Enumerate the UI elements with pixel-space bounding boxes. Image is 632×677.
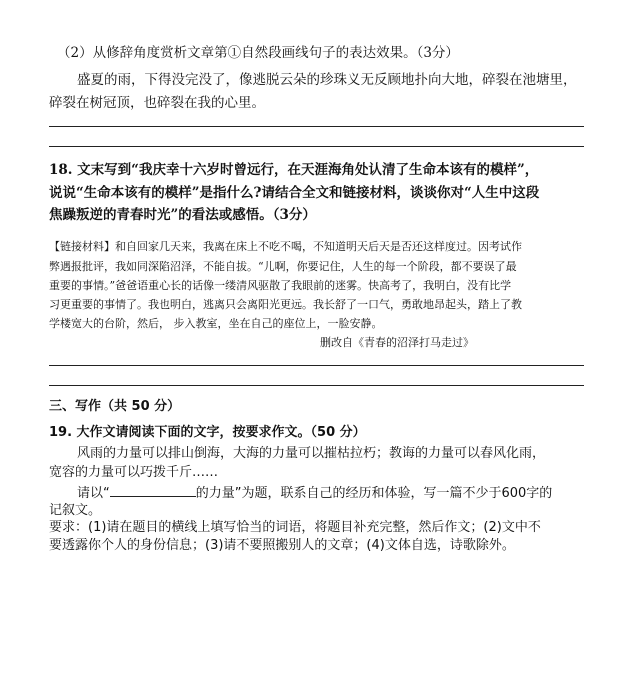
section-heading: 三、写作（共 50 分）: [49, 399, 181, 414]
q18-line1: 18. 文末写到“我庆幸十六岁时曾远行，在天涯海角处认清了生命本该有的模样”，: [49, 162, 539, 178]
q18-line2: 说说“生命本该有的模样”是指什么?请结合全文和链接材料，谈谈你对“人生中这段: [49, 185, 540, 201]
q19-text-line1: 风雨的力量可以排山倒海，大海的力量可以摧枯拉朽；教诲的力量可以春风化雨，: [77, 446, 546, 461]
q19-prompt-line2: 记叙文。: [49, 503, 102, 518]
link-material-line: 学楼宽大的台阶，然后， 步入教室，坐在自己的座位上，一脸安静。: [49, 317, 383, 330]
q19-prompt-pre: 请以“: [77, 486, 110, 501]
answer-line: [49, 385, 584, 386]
material-source: 删改自《青春的沼泽打马走过》: [320, 336, 474, 349]
q19-requirements-line2: 要透露你个人的身份信息；(3)请不要照搬别人的文章；(4)文体自选，诗歌除外。: [49, 538, 515, 553]
title-blank: [110, 482, 196, 497]
q19-prompt: [77, 482, 552, 504]
link-material-line: 【链接材料】和自回家几天来，我离在床上不吃不喝，不知道明天后天是否还这样度过。因考试作: [49, 240, 522, 253]
q19-requirements-line1: 要求：(1)请在题目的横线上填写恰当的词语，将题目补充完整，然后作文；(2)文中不: [49, 520, 541, 535]
link-material-line: 弊遇报批评，我如同深陷沼泽，不能自拔。“儿啊，你要记住，人生的每一个阶段，都不要误了最: [49, 260, 517, 273]
q17-2-passage-line2: 碎裂在树冠顶，也碎裂在我的心里。: [49, 95, 265, 111]
answer-line: [49, 126, 584, 127]
q19-prompt-post: 的力量”为题，联系自己的经历和体验，写一篇不少于600字的: [195, 486, 553, 501]
q19-title: 19. 大作文请阅读下面的文字，按要求作文。（50 分）: [49, 425, 366, 440]
link-material-line: 习更重要的事情了。我也明白，逃离只会离阳光更远。我长舒了一口气，勇敢地昂起头，踏上了教: [49, 298, 522, 311]
q18-line3: 焦躁叛逆的青春时光”的看法或感悟。（3分）: [49, 207, 316, 223]
answer-line: [49, 146, 584, 147]
q17-2-prompt: （2）从修辞角度赏析文章第①自然段画线句子的表达效果。（3分）: [57, 45, 459, 61]
answer-line: [49, 365, 584, 366]
link-material-line: 重要的事情。”爸爸语重心长的话像一缕清风驱散了我眼前的迷雾。快高考了，我明白，没有比学: [49, 279, 512, 292]
q17-2-passage-line1: 盛夏的雨，下得没完没了，像逃脱云朵的珍珠义无反顾地扑向大地，碎裂在池塘里，: [77, 72, 577, 88]
q19-text-line2: 宽容的力量可以巧拨千斤……: [49, 465, 219, 480]
